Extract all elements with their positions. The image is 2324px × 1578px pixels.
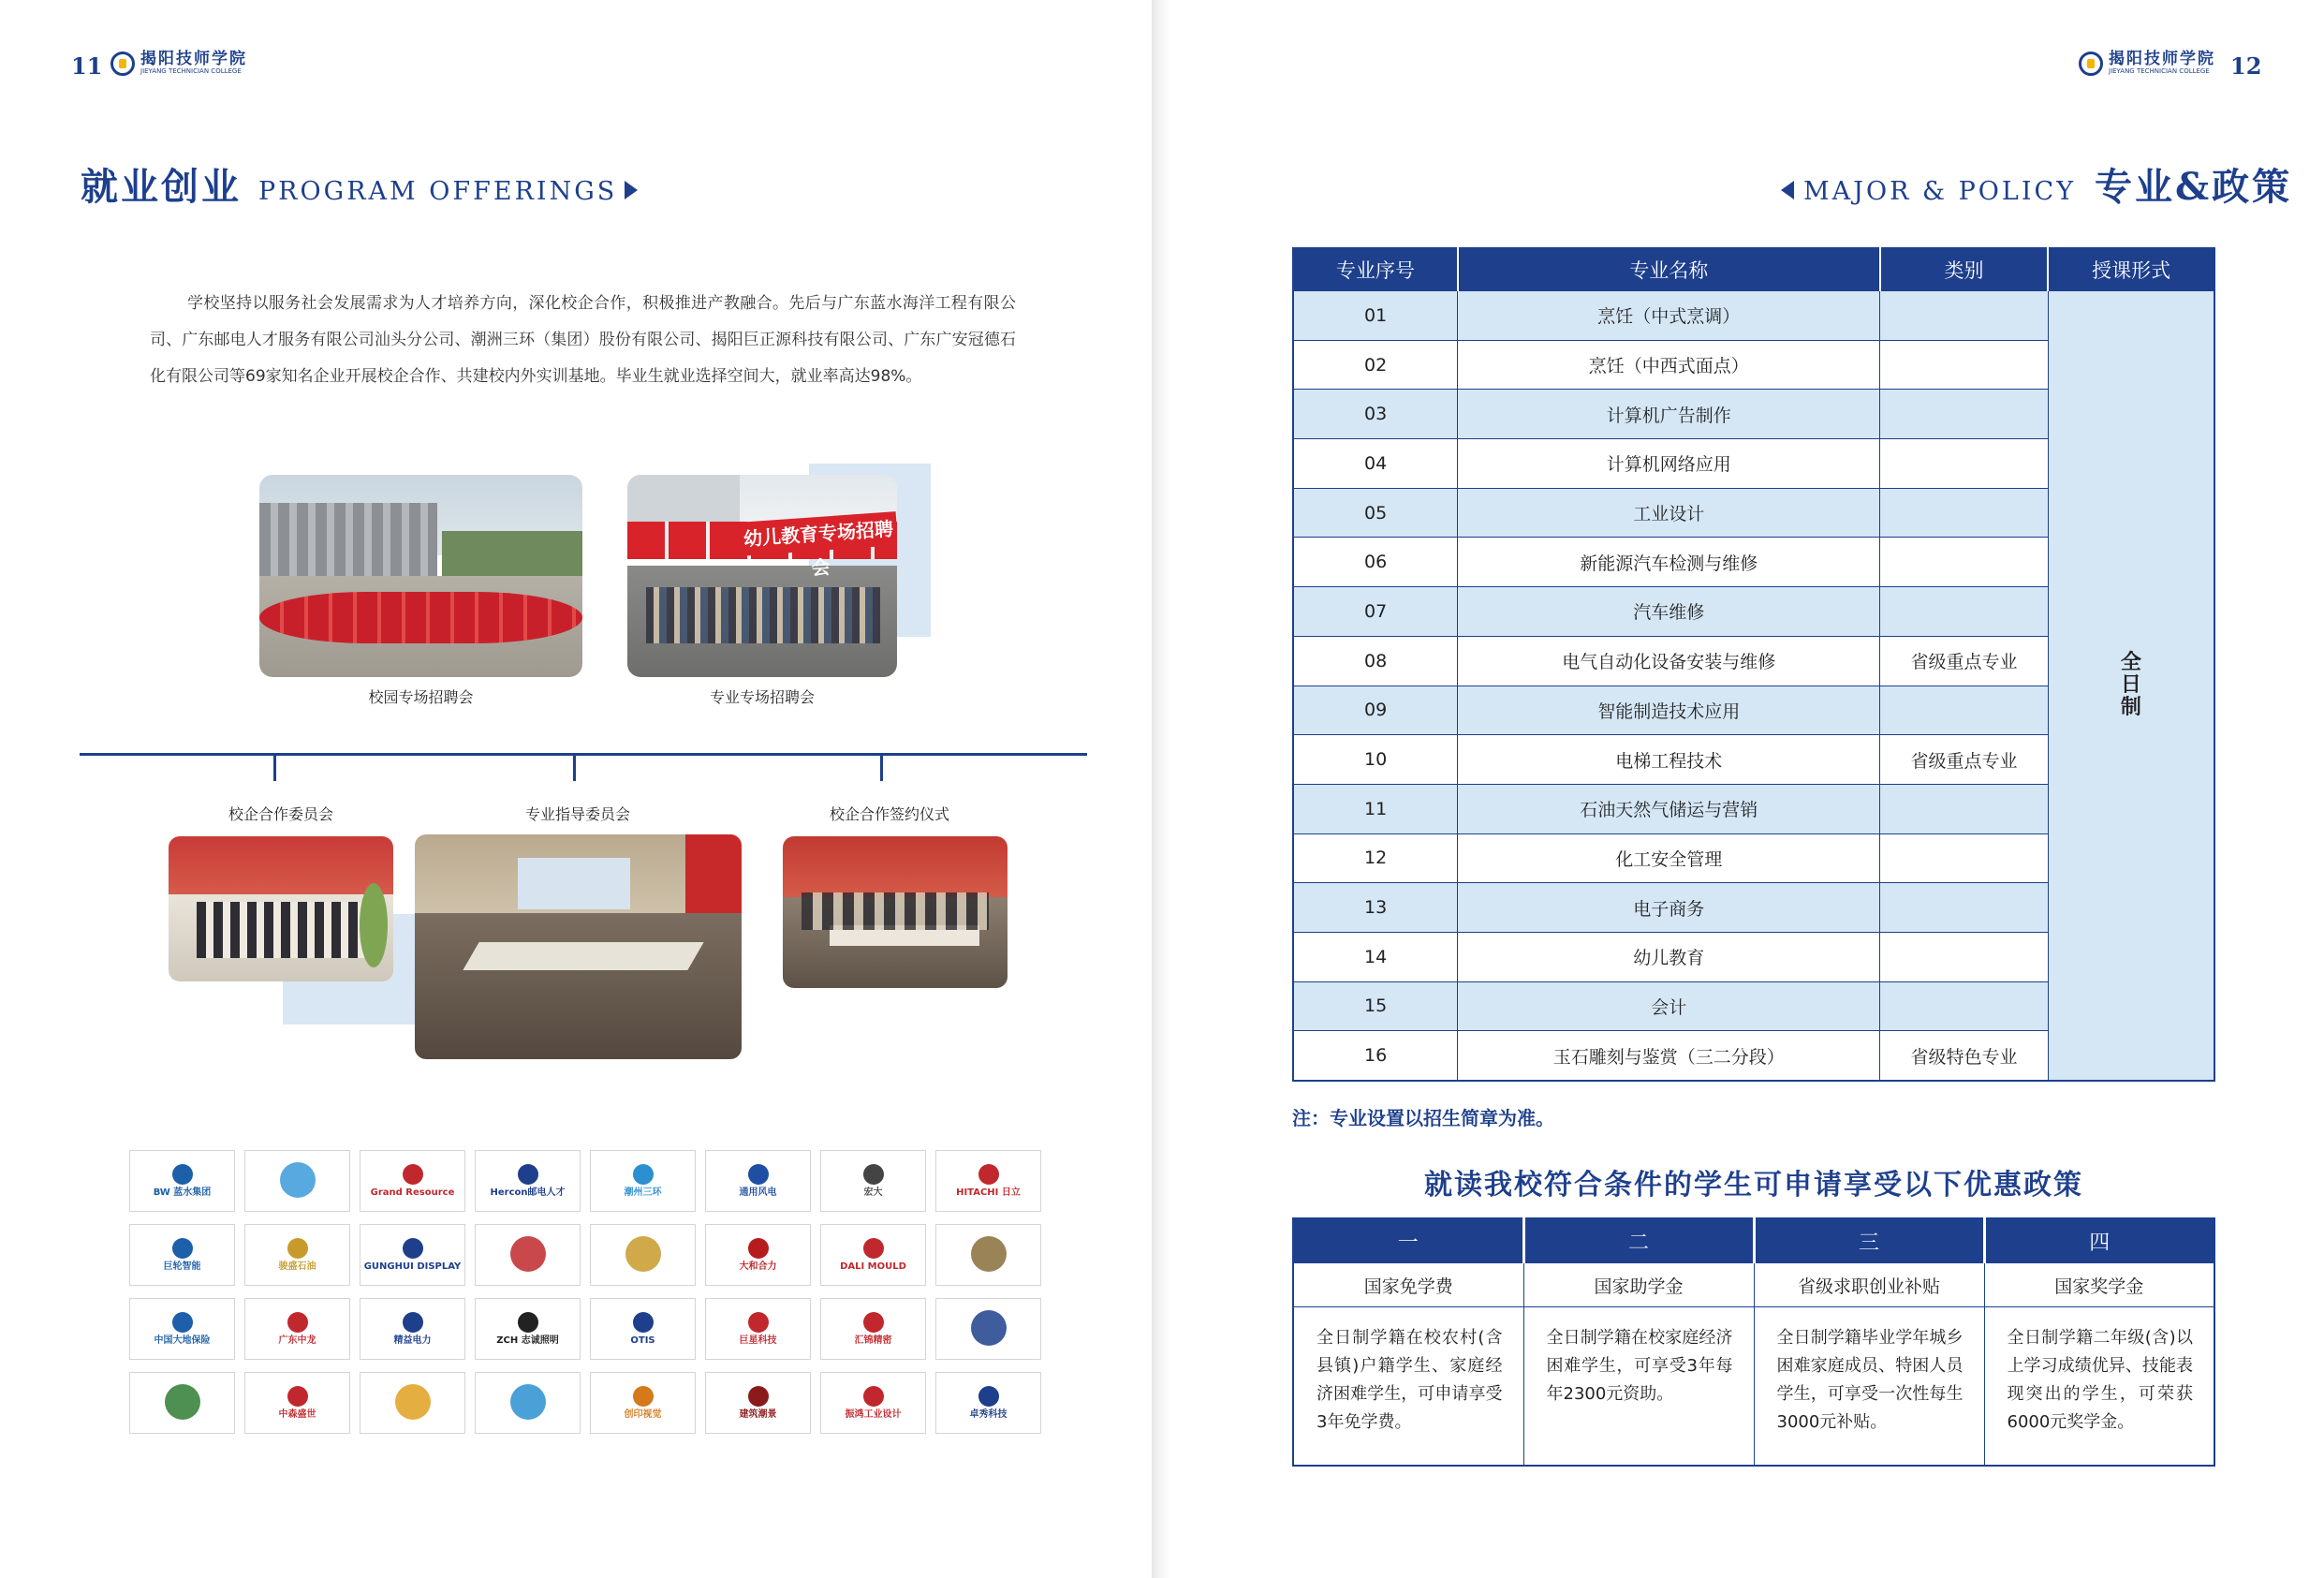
major-category <box>1880 538 2049 587</box>
policy-desc-row <box>1293 1307 2214 1467</box>
major-category: 省级特色专业 <box>1880 1031 2049 1081</box>
partner-logo-mark-icon <box>510 1384 546 1420</box>
partner-logo-text: 中森盛世 <box>278 1408 316 1420</box>
partner-logo-mark-icon <box>403 1238 423 1259</box>
major-number: 06 <box>1293 538 1458 587</box>
major-number: 03 <box>1293 390 1458 439</box>
partner-logo-text: 巨星科技 <box>739 1335 777 1346</box>
partner-logo-text: 通用风电 <box>739 1187 777 1198</box>
policy-number: 二 <box>1523 1218 1754 1263</box>
major-number: 08 <box>1293 636 1458 686</box>
partner-logo-text: 精益电力 <box>393 1335 432 1346</box>
partner-logo-text: 汇锦精密 <box>854 1335 892 1346</box>
major-name: 电气自动化设备安装与维修 <box>1458 636 1880 686</box>
policy-desc: 全日制学籍在校家庭经济困难学生，可享受3年每年2300元资助。 <box>1523 1307 1754 1467</box>
policy-name: 国家助学金 <box>1523 1263 1754 1307</box>
major-category <box>1880 587 2049 637</box>
book-gutter <box>1152 0 1170 1578</box>
partner-logo <box>244 1298 350 1360</box>
partner-logo <box>820 1224 926 1286</box>
major-category <box>1880 390 2049 439</box>
college-logo <box>110 51 247 76</box>
partner-logo <box>475 1372 581 1434</box>
partner-logo <box>244 1150 350 1212</box>
policy-name: 国家奖学金 <box>1984 1263 2214 1307</box>
major-number: 14 <box>1293 932 1458 981</box>
partner-logo-mark-icon <box>748 1238 769 1259</box>
major-name: 石油天然气储运与营销 <box>1458 784 1880 833</box>
partner-logo-text: ZCH 志诚照明 <box>496 1335 559 1346</box>
section-title <box>81 157 638 211</box>
partner-logo-mark-icon <box>287 1386 308 1407</box>
partner-logo-mark-icon <box>633 1386 654 1407</box>
major-name: 工业设计 <box>1458 488 1880 538</box>
partner-logo-mark-icon <box>518 1164 538 1185</box>
major-category <box>1880 784 2049 833</box>
partner-logo-mark-icon <box>287 1312 308 1333</box>
partner-logo-mark-icon <box>978 1386 999 1407</box>
policy-number: 一 <box>1293 1218 1523 1263</box>
major-name: 电子商务 <box>1458 883 1880 933</box>
major-name: 烹饪（中西式面点） <box>1458 340 1880 390</box>
partner-logo <box>935 1298 1041 1360</box>
partner-logo-text: 卓秀科技 <box>969 1408 1008 1420</box>
section-title <box>1781 157 2292 211</box>
partner-logo <box>820 1372 926 1434</box>
arrow-right-icon <box>625 181 638 199</box>
partner-logo-mark-icon <box>748 1312 769 1333</box>
partner-logo-text: 潮州三环 <box>624 1187 662 1198</box>
partner-logo-text: 中国大地保险 <box>154 1335 211 1346</box>
policy-number: 三 <box>1754 1218 1984 1263</box>
timeline-tick <box>880 755 883 781</box>
partner-logo <box>705 1150 811 1212</box>
major-number: 13 <box>1293 883 1458 933</box>
major-category: 省级重点专业 <box>1880 735 2049 785</box>
photo-coop-committee <box>169 836 393 981</box>
header-mode: 授课形式 <box>2048 248 2214 291</box>
partner-logo <box>590 1150 696 1212</box>
major-name: 化工安全管理 <box>1458 833 1880 883</box>
major-name: 汽车维修 <box>1458 587 1880 637</box>
partner-logo <box>705 1224 811 1286</box>
major-name: 电梯工程技术 <box>1458 735 1880 785</box>
partner-logo-mark-icon <box>395 1384 431 1420</box>
title-en: PROGRAM OFFERINGS <box>258 177 618 206</box>
partner-logo-mark-icon <box>403 1312 423 1333</box>
caption-campus-fair: 校园专场招聘会 <box>368 688 474 706</box>
partner-logo-mark-icon <box>172 1312 193 1333</box>
arrow-left-icon <box>1781 181 1794 199</box>
major-category <box>1880 488 2049 538</box>
policy-number: 四 <box>1984 1218 2214 1263</box>
partner-logo-mark-icon <box>633 1312 654 1333</box>
partner-logos-grid <box>129 1150 1041 1434</box>
partner-logo-text: 宏大 <box>863 1187 883 1198</box>
major-number: 15 <box>1293 981 1458 1031</box>
partner-logo-text: 振鸿工业设计 <box>845 1408 902 1420</box>
college-emblem-icon <box>2079 52 2103 76</box>
major-number: 09 <box>1293 686 1458 735</box>
timeline-tick <box>273 755 276 781</box>
header-category: 类别 <box>1880 248 2049 291</box>
photo-signing <box>783 836 1008 988</box>
major-number: 02 <box>1293 340 1458 390</box>
logo-name-en: JIEYANG TECHNICIAN COLLEGE <box>2109 67 2210 75</box>
partner-logo <box>129 1150 235 1212</box>
banner-text: 幼儿教育专场招聘会 <box>739 511 897 556</box>
major-number: 01 <box>1293 291 1458 341</box>
major-name: 新能源汽车检测与维修 <box>1458 538 1880 587</box>
major-name: 智能制造技术应用 <box>1458 686 1880 735</box>
table-row <box>1293 291 2214 341</box>
partner-logo <box>360 1224 465 1286</box>
policy-name-row <box>1293 1263 2214 1307</box>
major-number: 05 <box>1293 488 1458 538</box>
major-category <box>1880 340 2049 390</box>
partner-logo-text: Grand Resource <box>370 1187 455 1198</box>
partner-logo <box>475 1224 581 1286</box>
partner-logo <box>705 1372 811 1434</box>
policy-name: 国家免学费 <box>1293 1263 1523 1307</box>
college-emblem-icon <box>110 52 135 76</box>
major-name: 幼儿教育 <box>1458 932 1880 981</box>
partner-logo <box>244 1224 350 1286</box>
partner-logo <box>244 1372 350 1434</box>
partner-logo-mark-icon <box>863 1312 884 1333</box>
header-seq: 专业序号 <box>1293 248 1458 291</box>
partner-logo-text: DALI MOULD <box>840 1261 906 1272</box>
college-logo <box>2079 51 2215 76</box>
partner-logo-mark-icon <box>172 1164 193 1185</box>
partner-logo <box>820 1298 926 1360</box>
partner-logo <box>590 1224 696 1286</box>
partner-logo-text: OTIS <box>630 1335 655 1346</box>
partner-logo-mark-icon <box>863 1238 884 1259</box>
partner-logo <box>590 1298 696 1360</box>
partner-logo-text: 巨轮智能 <box>163 1261 201 1272</box>
partner-logo <box>820 1150 926 1212</box>
partner-logo-text: GUNGHUI DISPLAY <box>363 1261 462 1272</box>
partner-logo-mark-icon <box>510 1236 546 1272</box>
partner-logo-mark-icon <box>280 1162 316 1198</box>
partner-logo <box>935 1150 1041 1212</box>
logo-name-cn: 揭阳技师学院 <box>2109 50 2215 68</box>
title-cn: 专业&政策 <box>2095 165 2293 209</box>
major-category <box>1880 833 2049 883</box>
major-number: 07 <box>1293 587 1458 637</box>
major-category <box>1880 981 2049 1031</box>
partner-logo-mark-icon <box>748 1386 769 1407</box>
partner-logo <box>360 1150 465 1212</box>
caption-major-fair: 专业专场招聘会 <box>709 688 815 706</box>
partner-logo-mark-icon <box>633 1164 654 1185</box>
table-header-row <box>1293 248 2214 291</box>
partner-logo-mark-icon <box>978 1164 999 1185</box>
left-page <box>0 0 1152 1578</box>
partner-logo-mark-icon <box>748 1164 769 1185</box>
major-category <box>1880 883 2049 933</box>
major-name: 玉石雕刻与鉴赏（三二分段） <box>1458 1031 1880 1081</box>
photo-guide-committee <box>415 834 742 1059</box>
timeline-tick <box>573 755 576 781</box>
majors-table <box>1292 247 2215 1082</box>
logo-name-en: JIEYANG TECHNICIAN COLLEGE <box>140 67 242 75</box>
caption-signing: 校企合作签约仪式 <box>829 805 949 823</box>
major-number: 12 <box>1293 833 1458 883</box>
partner-logo-text: HITACHI 日立 <box>956 1187 1021 1198</box>
policy-desc: 全日制学籍在校农村(含县镇)户籍学生、家庭经济困难学生，可申请享受3年免学费。 <box>1293 1307 1523 1467</box>
partner-logo-mark-icon <box>165 1384 200 1420</box>
timeline-line <box>80 753 1087 756</box>
partner-logo <box>705 1298 811 1360</box>
page-number: 12 <box>2230 52 2262 80</box>
partner-logo-text: Hercon邮电人才 <box>490 1187 566 1198</box>
partner-logo <box>129 1298 235 1360</box>
major-number: 16 <box>1293 1031 1458 1081</box>
partner-logo <box>590 1372 696 1434</box>
policy-table <box>1292 1217 2215 1467</box>
major-category <box>1880 932 2049 981</box>
partner-logo-mark-icon <box>971 1310 1007 1346</box>
partner-logo-mark-icon <box>863 1386 884 1407</box>
logo-name-cn: 揭阳技师学院 <box>140 50 247 68</box>
partner-logo <box>129 1372 235 1434</box>
major-name: 计算机网络应用 <box>1458 439 1880 489</box>
caption-guide-committee: 专业指导委员会 <box>524 805 630 823</box>
partner-logo-text: 广东中龙 <box>278 1335 316 1346</box>
partner-logo-mark-icon <box>971 1236 1007 1272</box>
partner-logo-text: 创印视觉 <box>624 1408 662 1420</box>
policy-heading: 就读我校符合条件的学生可申请享受以下优惠政策 <box>1424 1169 2083 1202</box>
partner-logo <box>475 1298 581 1360</box>
major-category <box>1880 686 2049 735</box>
partner-logo <box>129 1224 235 1286</box>
major-number: 04 <box>1293 439 1458 489</box>
intro-paragraph: 学校坚持以服务社会发展需求为人才培养方向，深化校企合作，积极推进产教融合。先后与广东蓝水海洋工程有限公司、广东邮电人才服务有限公司汕头分公司、潮洲三环（集团）股份有限公司、揭阳巨正源科技有限公司、广东广安冠德石化有限公司等69家知名企业开展校企合作、共建校内外实训基地。毕业生就业选择空间大，就业率高达98%。 <box>150 294 1016 386</box>
major-number: 10 <box>1293 735 1458 785</box>
major-category: 省级重点专业 <box>1880 636 2049 686</box>
partner-logo-mark-icon <box>287 1238 308 1259</box>
partner-logo-text: 建筑潮景 <box>739 1408 777 1420</box>
partner-logo-mark-icon <box>403 1164 423 1185</box>
partner-logo-mark-icon <box>625 1236 661 1272</box>
partner-logo <box>360 1372 465 1434</box>
table-note: 注：专业设置以招生简章为准。 <box>1292 1107 1554 1129</box>
partner-logo-mark-icon <box>863 1164 884 1185</box>
major-name: 烹饪（中式烹调） <box>1458 291 1880 341</box>
policy-desc: 全日制学籍二年级(含)以上学习成绩优异、技能表现突出的学生，可荣获6000元奖学金。 <box>1984 1307 2214 1467</box>
photo-campus-fair <box>259 475 582 677</box>
policy-header-row <box>1293 1218 2214 1263</box>
partner-logo-text: 骏盛石油 <box>278 1261 316 1272</box>
major-name: 计算机广告制作 <box>1458 390 1880 439</box>
partner-logo-mark-icon <box>518 1312 538 1333</box>
right-page <box>1170 0 2324 1578</box>
partner-logo-text: 大和合力 <box>739 1261 777 1272</box>
teaching-mode-text: 全日制 <box>2120 651 2141 719</box>
major-number: 11 <box>1293 784 1458 833</box>
major-name: 会计 <box>1458 981 1880 1031</box>
title-en: MAJOR & POLICY <box>1803 177 2077 206</box>
partner-logo <box>935 1372 1041 1434</box>
teaching-mode <box>2048 291 2214 1082</box>
photo-major-fair <box>627 475 897 677</box>
policy-desc: 全日制学籍毕业学年城乡困难家庭成员、特困人员学生，可享受一次性每生3000元补贴。 <box>1754 1307 1984 1467</box>
header-name: 专业名称 <box>1458 248 1880 291</box>
page-number: 11 <box>71 52 103 80</box>
partner-logo <box>475 1150 581 1212</box>
policy-name: 省级求职创业补贴 <box>1754 1263 1984 1307</box>
title-cn: 就业创业 <box>81 165 242 209</box>
caption-coop-committee: 校企合作委员会 <box>228 805 333 823</box>
partner-logo <box>935 1224 1041 1286</box>
partner-logo-mark-icon <box>172 1238 193 1259</box>
partner-logo-text: BW 蓝水集团 <box>153 1187 212 1198</box>
major-category <box>1880 439 2049 489</box>
major-category <box>1880 291 2049 341</box>
partner-logo <box>360 1298 465 1360</box>
